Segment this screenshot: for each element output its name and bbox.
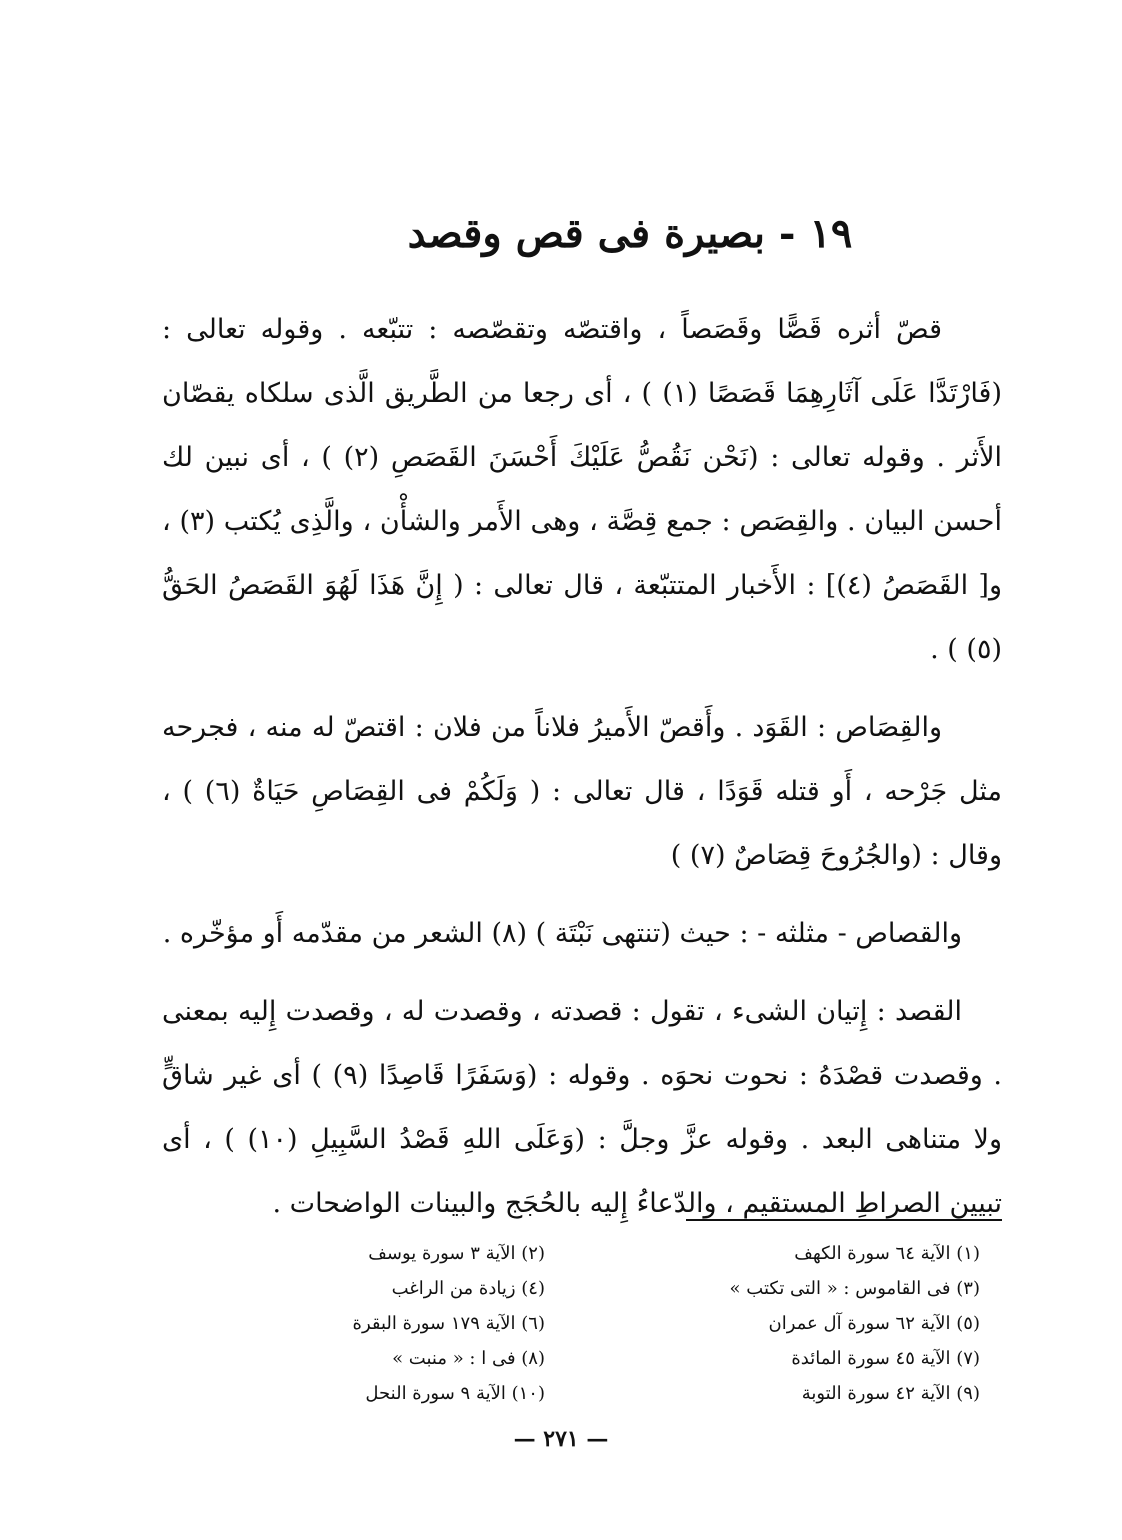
- footnote-divider: [686, 1219, 1002, 1221]
- chapter-title: ١٩ - بصيرة فى قص وقصد: [407, 210, 853, 257]
- footnote-1: (١) الآية ٦٤ سورة الكهف: [794, 1243, 980, 1264]
- paragraph-qass: قصّ أثره قَصًّا وقَصَصاً ، واقتصّه وتقصّصه : تتبّعه . وقوله تعالى : (فَارْتَدَّا عَلَى آثَارِهِمَا قَصَصًا (١) ) ، أى رجعا من الطَّريق الَّذى سلكاه يقصّان الأَثر . وقوله تعالى : (نَحْن نَقُصُّ عَلَيْكَ أَحْسَنَ القَصَصِ (٢) ) ، أى نبين لك أحسن البيان . والقِصَص : جمع قِصَّة ، وهى الأَمر والشأْن ، والَّذِى يُكتب (٣) ، و[ القَصَصُ (٤)] : الأَخبار المتتبّعة ، قال تعالى : ( إِنَّ هَذَا لَهُوَ القَصَصُ الحَقُّ (٥) ) .: [162, 314, 1002, 665]
- footnote-5: (٥) الآية ٦٢ سورة آل عمران: [768, 1313, 980, 1334]
- footnote-8: (٨) فى ا : « منبت »: [392, 1348, 545, 1369]
- page-number: — ٢٧١ —: [513, 1426, 609, 1452]
- footnote-3: (٣) فى القاموس : « التى تكتب »: [729, 1278, 980, 1299]
- paragraph-qasd: القصد : إِتيان الشىء ، تقول : قصدته ، وقصدت له ، وقصدت إِليه بمعنى . وقصدت قصْدَهُ : نحوت نحوَه . وقوله : (وَسَفَرًا قَاصِدًا (٩) ) أى غير شاقٍّ ولا متناهى البعد . وقوله عزَّ وجلَّ : (وَعَلَى اللهِ قَصْدُ السَّبِيلِ (١٠) ) ، أى تبيين الصراطِ المستقيم ، والدّعاءُ إِليه بالحُجَج والبينات الواضحات .: [162, 996, 1002, 1219]
- footnote-4: (٤) زيادة من الراغب: [391, 1278, 545, 1299]
- paragraph-qisas: والقِصَاص : القَوَد . وأَقصّ الأَميرُ فلاناً من فلان : اقتصّ له منه ، فجرحه مثل جَرْحه ، أَو قتله قَوَدًا ، قال تعالى : ( وَلَكُمْ فى القِصَاصِ حَيَاةٌ (٦) ) ، وقال : (والجُرُوحَ قِصَاصٌ (٧) ): [162, 712, 1002, 871]
- footnote-6: (٦) الآية ١٧٩ سورة البقرة: [352, 1313, 545, 1334]
- footnote-7: (٧) الآية ٤٥ سورة المائدة: [791, 1348, 980, 1369]
- footnote-9: (٩) الآية ٤٢ سورة التوبة: [801, 1383, 980, 1404]
- footnote-2: (٢) الآية ٣ سورة يوسف: [368, 1243, 545, 1264]
- footnote-10: (١٠) الآية ٩ سورة النحل: [365, 1383, 545, 1404]
- footnotes-left-column: [300, 1236, 545, 1411]
- footnotes-right-column: [700, 1236, 980, 1411]
- main-text: [162, 298, 1002, 1250]
- paragraph-qussas: والقصاص - مثلثه - : حيث (تنتهى نَبْتَة ) (٨) الشعر من مقدّمه أَو مؤخّره .: [162, 918, 962, 949]
